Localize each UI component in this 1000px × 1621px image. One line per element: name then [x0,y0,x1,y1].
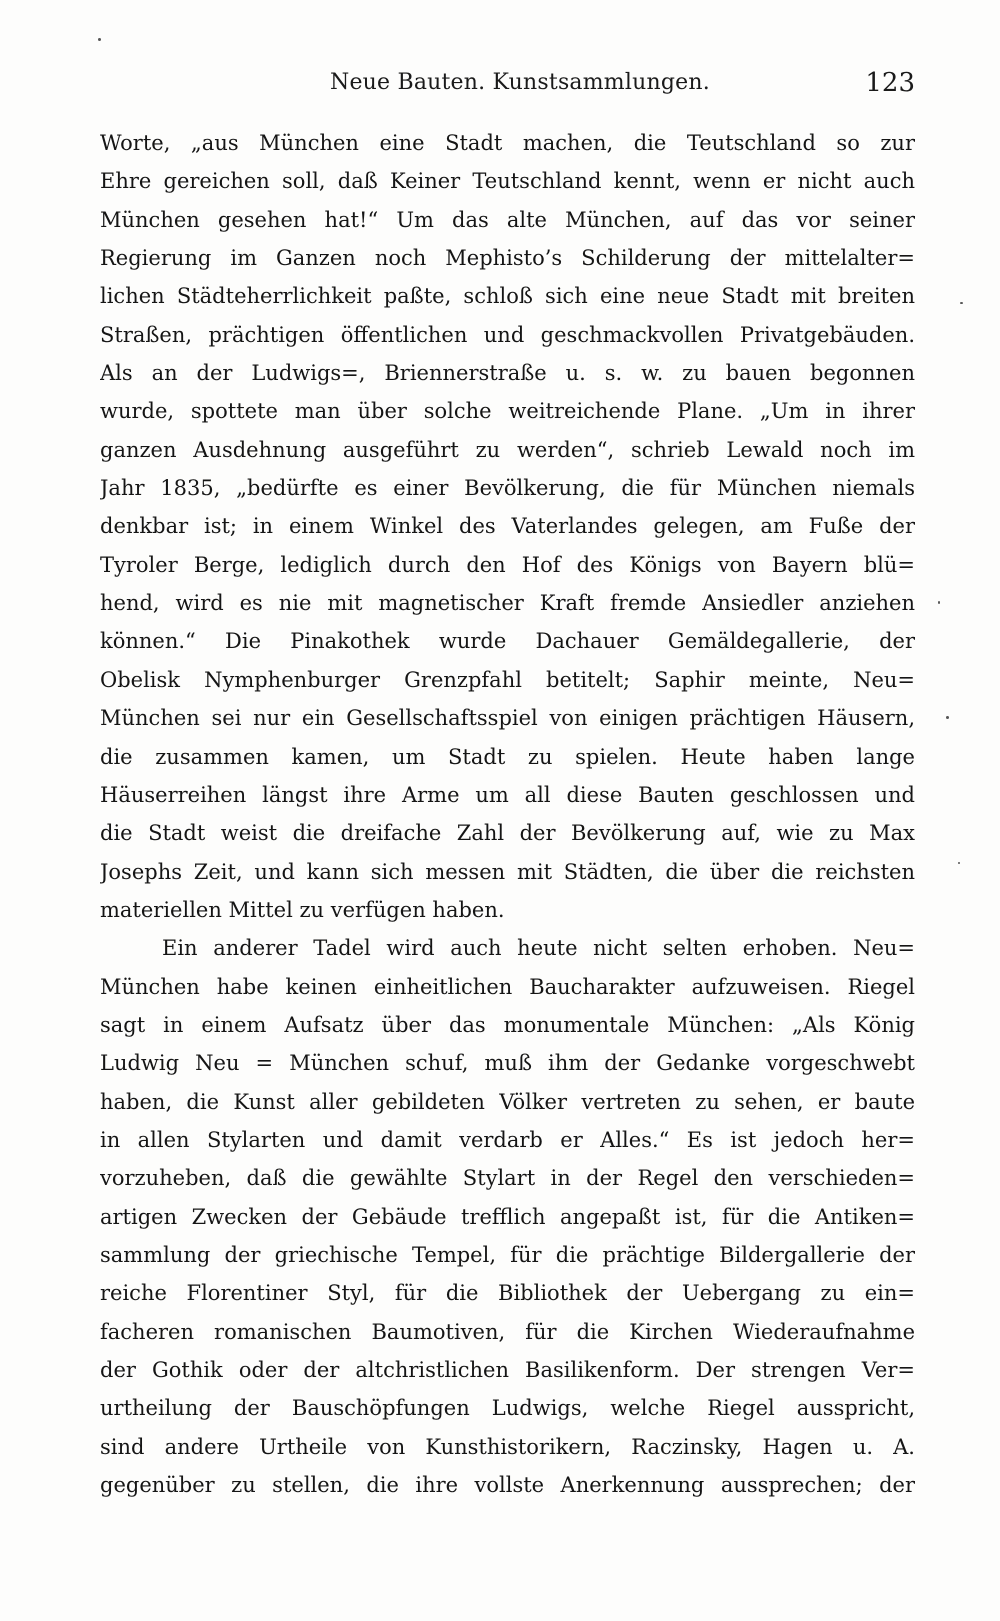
text-line: sind andere Urtheile von Kunsthistorikern, Raczinsky, Hagen u. A. [100,1434,915,1459]
text-line: Josephs Zeit, und kann sich messen mit Städten, die über die reichsten [100,859,915,884]
text-line: ganzen Ausdehnung ausgeführt zu werden“, schrieb Lewald noch im [100,437,915,462]
text-line: Obelisk Nymphenburger Grenzpfahl betitelt; Saphir meinte, Neu= [100,667,915,692]
text-line: München gesehen hat!“ Um das alte München, auf das vor seiner [100,207,915,232]
page-header [100,68,915,110]
text-line: Ludwig Neu = München schuf, muß ihm der Gedanke vorgeschwebt [100,1051,915,1076]
body-text [100,124,915,1504]
text-line: die Stadt weist die dreifache Zahl der Bevölkerung auf, wie zu Max [100,821,915,846]
text-line: München sei nur ein Gesellschaftsspiel von einigen prächtigen Häusern, [100,706,915,731]
paragraph-1 [100,124,915,929]
paragraph-2 [100,929,915,1504]
text-line: Als an der Ludwigs=, Briennerstraße u. s. w. zu bauen begonnen [100,361,915,386]
text-line: Jahr 1835, „bedürfte es einer Bevölkerung, die für München niemals [100,476,915,501]
text-line: Ehre gereichen soll, daß Keiner Teutschland kennt, wenn er nicht auch [100,169,915,194]
text-line: Häuserreihen längst ihre Arme um all diese Bauten geschlossen und [100,782,915,807]
text-line: wurde, spottete man über solche weitreichende Plane. „Um in ihrer [100,399,915,424]
text-line: denkbar ist; in einem Winkel des Vaterlandes gelegen, am Fuße der [100,514,915,539]
text-line: Ein anderer Tadel wird auch heute nicht selten erhoben. Neu= [162,936,915,961]
text-line: lichen Städteherrlichkeit paßte, schloß sich eine neue Stadt mit breiten [100,284,915,309]
paper-speck [938,601,940,604]
paper-speck [98,38,101,41]
paper-speck [946,716,949,719]
page-number: 123 [865,68,915,98]
text-line: haben, die Kunst aller gebildeten Völker vertreten zu sehen, er baute [100,1089,915,1114]
text-line: sammlung der griechische Tempel, für die prächtige Bildergallerie der [100,1242,915,1267]
text-line: können.“ Die Pinakothek wurde Dachauer Gemäldegallerie, der [100,629,915,654]
text-line: materiellen Mittel zu verfügen haben. [100,897,505,922]
text-line: Regierung im Ganzen noch Mephisto’s Schilderung der mittelalter= [100,246,915,271]
text-line: Straßen, prächtigen öffentlichen und geschmackvollen Privatgebäuden. [100,322,915,347]
text-line: urtheilung der Bauschöpfungen Ludwigs, welche Riegel ausspricht, [100,1396,915,1421]
text-line: Worte, „aus München eine Stadt machen, die Teutschland so zur [100,131,915,155]
text-line: reiche Florentiner Styl, für die Bibliothek der Uebergang zu ein= [100,1281,915,1306]
text-line: der Gothik oder der altchristlichen Basilikenform. Der strengen Ver= [100,1358,915,1382]
text-line: sagt in einem Aufsatz über das monumentale München: „Als König [100,1012,915,1037]
text-line: in allen Stylarten und damit verdarb er Alles.“ Es ist jedoch her= [100,1127,915,1152]
text-line: artigen Zwecken der Gebäude trefflich angepaßt ist, für die Antiken= [100,1204,915,1229]
text-line: die zusammen kamen, um Stadt zu spielen. Heute haben lange [100,744,915,769]
paper-speck [958,862,960,864]
text-line: gegenüber zu stellen, die ihre vollste Anerkennung aussprechen; der [100,1473,915,1498]
text-line: Tyroler Berge, lediglich durch den Hof des Königs von Bayern blü= [100,552,915,577]
text-line: vorzuheben, daß die gewählte Stylart in der Regel den verschieden= [100,1166,915,1191]
text-line: hend, wird es nie mit magnetischer Kraft fremde Ansiedler anziehen [100,591,915,616]
text-line: München habe keinen einheitlichen Baucharakter aufzuweisen. Riegel [100,974,915,999]
paper-speck [960,302,963,304]
text-line: facheren romanischen Baumotiven, für die Kirchen Wiederaufnahme [100,1319,915,1344]
running-head: Neue Bauten. Kunstsammlungen. [330,70,710,95]
